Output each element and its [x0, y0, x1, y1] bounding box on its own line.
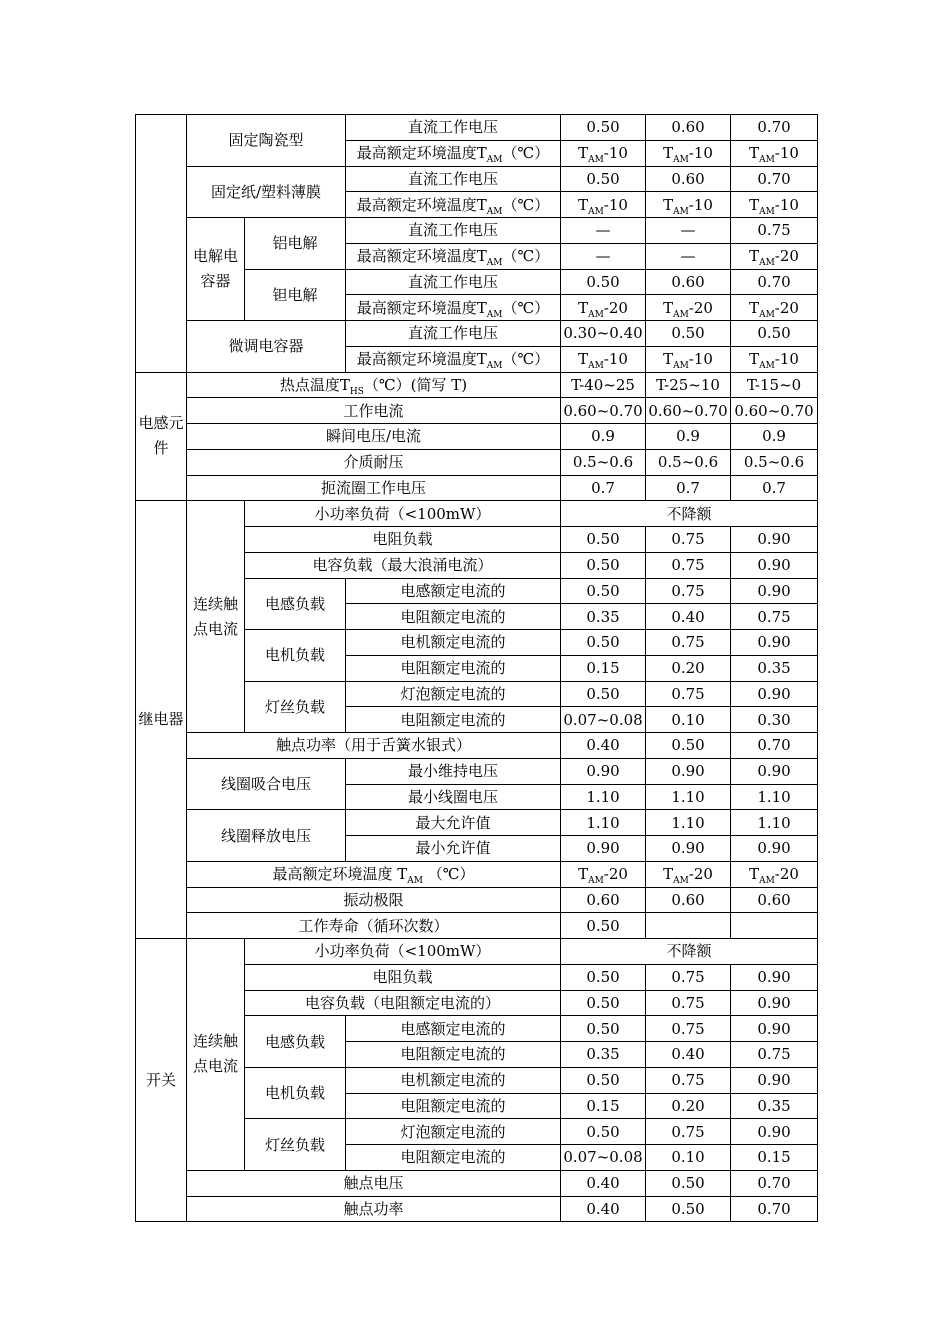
value-cell: 0.7 [561, 475, 646, 501]
value-cell: 0.10 [646, 1145, 731, 1171]
value-cell: 0.5~0.6 [731, 449, 818, 475]
value-cell: 0.90 [731, 1016, 818, 1042]
value-cell: 1.10 [646, 810, 731, 836]
value-cell: 0.50 [561, 913, 646, 939]
value-cell: 0.40 [561, 733, 646, 759]
param-label: 最小线圈电压 [346, 784, 561, 810]
row-label: 电机负载 [245, 630, 346, 682]
value-cell: 0.5~0.6 [561, 449, 646, 475]
param-label: 最高额定环境温度$T_{AM}(℃)$ [346, 243, 561, 269]
value-cell: 0.90 [731, 527, 818, 553]
value-cell: 0.90 [731, 1067, 818, 1093]
param-label: 触点功率（用于舌簧水银式） [187, 733, 561, 759]
value-cell: 0.60~0.70 [561, 398, 646, 424]
row-label: 电感负载 [245, 1016, 346, 1068]
value-cell: — [561, 218, 646, 244]
value-cell: 0.50 [561, 115, 646, 141]
row-label: 固定纸/塑料薄膜 [187, 166, 346, 218]
value-cell: 0.35 [731, 1093, 818, 1119]
value-cell: 0.50 [561, 166, 646, 192]
param-label: 电感额定电流的 [346, 578, 561, 604]
value-cell: — [646, 243, 731, 269]
value-cell: 0.70 [731, 269, 818, 295]
value-cell: 1.10 [646, 784, 731, 810]
value-cell: 1.10 [731, 784, 818, 810]
value-cell: 0.9 [646, 424, 731, 450]
value-cell: 0.75 [646, 578, 731, 604]
value-cell: 0.60 [646, 269, 731, 295]
value-cell: 0.90 [731, 964, 818, 990]
value-cell: T-40~25 [561, 372, 646, 398]
value-cell: 0.60 [561, 887, 646, 913]
value-cell: 0.90 [731, 681, 818, 707]
value-cell: 0.70 [731, 166, 818, 192]
value-cell: 0.20 [646, 655, 731, 681]
row-label: 连续触点电流 [187, 501, 245, 733]
value-cell: $T_{AM}-20$ [646, 861, 731, 887]
value-cell: 0.75 [646, 964, 731, 990]
value-cell: 0.30~0.40 [561, 321, 646, 347]
value-cell: 0.75 [646, 990, 731, 1016]
param-label: 电阻负载 [245, 964, 561, 990]
value-cell: — [646, 218, 731, 244]
value-cell: 0.40 [646, 1042, 731, 1068]
value-cell: 0.15 [561, 655, 646, 681]
value-cell: $T_{AM}-20$ [646, 295, 731, 321]
value-cell: 0.90 [731, 758, 818, 784]
param-label: 直流工作电压 [346, 166, 561, 192]
value-cell: 0.50 [646, 321, 731, 347]
param-label: 电机额定电流的 [346, 630, 561, 656]
value-cell: T-25~10 [646, 372, 731, 398]
value-cell: 0.75 [646, 527, 731, 553]
value-cell: 0.07~0.08 [561, 707, 646, 733]
value-cell: 0.90 [561, 836, 646, 862]
param-label: 电机额定电流的 [346, 1067, 561, 1093]
value-cell: 0.7 [731, 475, 818, 501]
value-cell [646, 913, 731, 939]
value-cell: 0.60 [646, 115, 731, 141]
value-cell: T-15~0 [731, 372, 818, 398]
value-cell: 0.90 [731, 630, 818, 656]
value-cell: 0.60 [731, 887, 818, 913]
value-cell: 不降额 [561, 501, 818, 527]
row-label: 电感负载 [245, 578, 346, 630]
value-cell: 0.50 [561, 269, 646, 295]
value-cell: 0.75 [646, 1016, 731, 1042]
value-cell: 0.40 [646, 604, 731, 630]
value-cell: 0.50 [646, 733, 731, 759]
value-cell: 0.90 [731, 1119, 818, 1145]
value-cell: 0.7 [646, 475, 731, 501]
param-label: 电感额定电流的 [346, 1016, 561, 1042]
section-label: 继电器 [136, 501, 187, 939]
value-cell: 0.40 [561, 1196, 646, 1222]
value-cell: 0.07~0.08 [561, 1145, 646, 1171]
row-label: 固定陶瓷型 [187, 115, 346, 167]
param-label: 直流工作电压 [346, 321, 561, 347]
section-label: 开关 [136, 939, 187, 1222]
param-label: 振动极限 [187, 887, 561, 913]
param-label: 最高额定环境温度$T_{AM}(℃)$ [346, 295, 561, 321]
value-cell: $T_{AM}-20$ [561, 295, 646, 321]
value-cell: 0.50 [561, 527, 646, 553]
value-cell: $T_{AM}-10$ [731, 192, 818, 218]
value-cell: $T_{AM}-20$ [731, 861, 818, 887]
value-cell: $T_{AM}-10$ [561, 346, 646, 372]
value-cell: 0.30 [731, 707, 818, 733]
value-cell: 0.50 [646, 1170, 731, 1196]
row-label: 线圈吸合电压 [187, 758, 346, 810]
param-label: 直流工作电压 [346, 115, 561, 141]
value-cell: 0.50 [731, 321, 818, 347]
value-cell: 1.10 [561, 810, 646, 836]
value-cell: 0.50 [561, 964, 646, 990]
section-label: 电感元件 [136, 372, 187, 501]
value-cell: $T_{AM}-10$ [646, 192, 731, 218]
value-cell: 0.90 [646, 836, 731, 862]
value-cell: 0.35 [561, 604, 646, 630]
value-cell: 0.60 [646, 887, 731, 913]
param-label: 小功率负荷（<100mW） [245, 939, 561, 965]
value-cell: 0.75 [731, 604, 818, 630]
param-label: 工作寿命（循环次数） [187, 913, 561, 939]
value-cell: $T_{AM}-20$ [561, 861, 646, 887]
param-label: 电阻额定电流的 [346, 1145, 561, 1171]
value-cell: 0.70 [731, 1170, 818, 1196]
value-cell: $T_{AM}-20$ [731, 243, 818, 269]
param-label: 电阻额定电流的 [346, 707, 561, 733]
value-cell: $T_{AM}-10$ [731, 346, 818, 372]
value-cell: 0.60~0.70 [646, 398, 731, 424]
value-cell: 0.90 [731, 836, 818, 862]
param-label: 介质耐压 [187, 449, 561, 475]
param-label: 电阻额定电流的 [346, 604, 561, 630]
row-label: 灯丝负载 [245, 1119, 346, 1171]
value-cell: 0.50 [561, 1119, 646, 1145]
derating-table [135, 114, 818, 1222]
param-label: 最高额定环境温度$T_{AM}(℃)$ [346, 346, 561, 372]
value-cell: 0.75 [646, 630, 731, 656]
value-cell: 0.70 [731, 733, 818, 759]
value-cell: 0.90 [731, 990, 818, 1016]
value-cell: $T_{AM}-10$ [646, 140, 731, 166]
value-cell: 0.9 [561, 424, 646, 450]
value-cell: 0.40 [561, 1170, 646, 1196]
value-cell: $T_{AM}-20$ [731, 295, 818, 321]
param-label: 最高额定环境温度 $T_{AM}$ （℃） [187, 861, 561, 887]
value-cell: 不降额 [561, 939, 818, 965]
value-cell: $T_{AM}-10$ [731, 140, 818, 166]
param-label: 电阻额定电流的 [346, 655, 561, 681]
value-cell: 0.70 [731, 115, 818, 141]
param-label: 电容负载（电阻额定电流的） [245, 990, 561, 1016]
value-cell: 0.35 [561, 1042, 646, 1068]
value-cell: 0.90 [646, 758, 731, 784]
param-label: 灯泡额定电流的 [346, 1119, 561, 1145]
value-cell: 1.10 [731, 810, 818, 836]
param-label: 工作电流 [187, 398, 561, 424]
param-label: 触点电压 [187, 1170, 561, 1196]
param-label: 直流工作电压 [346, 218, 561, 244]
value-cell: $T_{AM}-10$ [646, 346, 731, 372]
param-label: 最小允许值 [346, 836, 561, 862]
value-cell: 0.50 [561, 630, 646, 656]
value-cell: 0.35 [731, 655, 818, 681]
value-cell: 0.50 [561, 1016, 646, 1042]
value-cell: 0.15 [561, 1093, 646, 1119]
value-cell: 0.15 [731, 1145, 818, 1171]
value-cell: 0.10 [646, 707, 731, 733]
row-label: 连续触点电流 [187, 939, 245, 1171]
value-cell: 0.90 [731, 578, 818, 604]
param-label: 最小维持电压 [346, 758, 561, 784]
param-label: 电容负载（最大浪涌电流） [245, 552, 561, 578]
value-cell: 0.75 [731, 1042, 818, 1068]
value-cell: 0.5~0.6 [646, 449, 731, 475]
value-cell: — [561, 243, 646, 269]
row-label: 铝电解 [245, 218, 346, 270]
param-label: 灯泡额定电流的 [346, 681, 561, 707]
capacitor-section-cell [136, 115, 187, 373]
value-cell: 0.60 [646, 166, 731, 192]
value-cell: 1.10 [561, 784, 646, 810]
param-label: 瞬间电压/电流 [187, 424, 561, 450]
value-cell: 0.50 [561, 681, 646, 707]
param-label: 热点温度$T_{HS}(℃)$(简写 T) [187, 372, 561, 398]
value-cell: 0.90 [731, 552, 818, 578]
param-label: 最大允许值 [346, 810, 561, 836]
row-label: 微调电容器 [187, 321, 346, 373]
param-label: 电阻额定电流的 [346, 1093, 561, 1119]
value-cell: 0.50 [646, 1196, 731, 1222]
param-label: 电阻负载 [245, 527, 561, 553]
value-cell [731, 913, 818, 939]
value-cell: 0.70 [731, 1196, 818, 1222]
row-label: 线圈释放电压 [187, 810, 346, 862]
value-cell: 0.75 [731, 218, 818, 244]
param-label: 直流工作电压 [346, 269, 561, 295]
value-cell: 0.20 [646, 1093, 731, 1119]
value-cell: 0.50 [561, 1067, 646, 1093]
row-label: 电机负载 [245, 1067, 346, 1119]
param-label: 小功率负荷（<100mW） [245, 501, 561, 527]
value-cell: 0.75 [646, 552, 731, 578]
value-cell: 0.9 [731, 424, 818, 450]
value-cell: 0.75 [646, 1119, 731, 1145]
row-label: 灯丝负载 [245, 681, 346, 733]
param-label: 最高额定环境温度$T_{AM}(℃)$ [346, 192, 561, 218]
value-cell: 0.75 [646, 1067, 731, 1093]
param-label: 电阻额定电流的 [346, 1042, 561, 1068]
row-label: 钽电解 [245, 269, 346, 321]
value-cell: 0.50 [561, 990, 646, 1016]
value-cell: 0.60~0.70 [731, 398, 818, 424]
param-label: 扼流圈工作电压 [187, 475, 561, 501]
value-cell: 0.90 [561, 758, 646, 784]
row-label: 电解电容器 [187, 218, 245, 321]
param-label: 最高额定环境温度$T_{AM}(℃)$ [346, 140, 561, 166]
param-label: 触点功率 [187, 1196, 561, 1222]
value-cell: 0.50 [561, 578, 646, 604]
value-cell: 0.50 [561, 552, 646, 578]
value-cell: 0.75 [646, 681, 731, 707]
value-cell: $T_{AM}-10$ [561, 140, 646, 166]
value-cell: $T_{AM}-10$ [561, 192, 646, 218]
